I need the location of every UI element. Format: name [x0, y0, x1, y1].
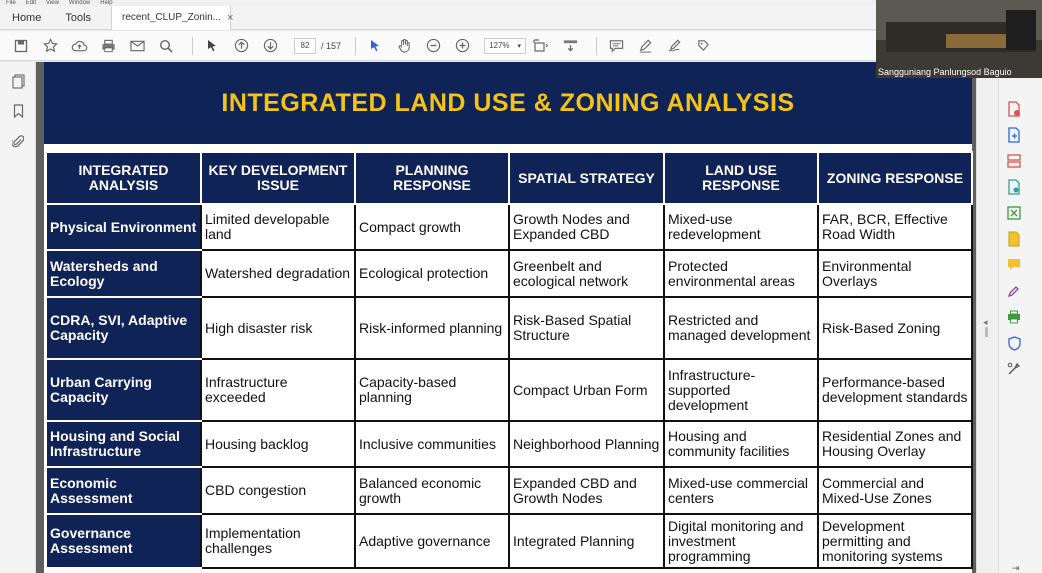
page-number-input[interactable]: 82: [294, 38, 316, 54]
row-header: Urban Carrying Capacity: [46, 359, 201, 421]
document-scroll-icon[interactable]: [559, 35, 581, 57]
column-header: PLANNING RESPONSE: [355, 152, 509, 204]
sign-icon[interactable]: [663, 35, 685, 57]
table-cell: Integrated Planning: [509, 514, 664, 568]
column-header: LAND USE RESPONSE: [664, 152, 818, 204]
page-up-icon[interactable]: [230, 35, 252, 57]
toolbar-divider: [192, 37, 193, 55]
table-cell: Limited developable land: [201, 204, 355, 250]
title-banner: [44, 62, 972, 144]
cloud-upload-icon[interactable]: [68, 35, 90, 57]
table-cell: Neighborhood Planning: [509, 421, 664, 467]
table-cell: FAR, BCR, Effective Road Width: [818, 204, 972, 250]
stamp-icon[interactable]: [692, 35, 714, 57]
chevron-down-icon: ▾: [517, 42, 522, 50]
table-cell: Residential Zones and Housing Overlay: [818, 421, 972, 467]
table-cell: Commercial and Mixed-Use Zones: [818, 467, 972, 514]
tab-tools[interactable]: Tools: [65, 11, 92, 24]
select-arrow-icon[interactable]: [364, 35, 386, 57]
table-header-row: [46, 152, 972, 204]
table-cell: Risk-Based Spatial Structure: [509, 297, 664, 359]
toolbar-divider: [355, 37, 356, 55]
table-cell: Housing and community facilities: [664, 421, 818, 467]
table-cell: Housing backlog: [201, 421, 355, 467]
organize-pages-icon[interactable]: [1001, 150, 1027, 172]
create-pdf-icon[interactable]: [1001, 124, 1027, 146]
comment-icon[interactable]: [605, 35, 627, 57]
table-row: [46, 250, 972, 297]
star-icon[interactable]: [39, 35, 61, 57]
table-cell: Balanced economic growth: [355, 467, 509, 514]
toolbar-divider: [596, 37, 597, 55]
table-cell: High disaster risk: [201, 297, 355, 359]
table-cell: Capacity-based planning: [355, 359, 509, 421]
share-file-icon[interactable]: [1001, 228, 1027, 250]
table-row: [46, 297, 972, 359]
table-cell: Growth Nodes and Expanded CBD: [509, 204, 664, 250]
page-total: 157: [326, 40, 342, 51]
table-cell: Inclusive communities: [355, 421, 509, 467]
table-cell: Adaptive governance: [355, 514, 509, 568]
zoom-level: 127%: [489, 41, 510, 50]
column-header: SPATIAL STRATEGY: [509, 152, 664, 204]
pdf-page: [44, 62, 972, 573]
page-down-icon[interactable]: [259, 35, 281, 57]
comment-panel-icon[interactable]: [1001, 254, 1027, 276]
page-indicator: [294, 38, 341, 54]
video-caption: Sangguniang Panlungsod Baguio: [878, 67, 1012, 77]
table-cell: Greenbelt and ecological network: [509, 250, 664, 297]
table-cell: Expanded CBD and Growth Nodes: [509, 467, 664, 514]
export-excel-icon[interactable]: [1001, 202, 1027, 224]
print-production-icon[interactable]: [1001, 306, 1027, 328]
column-header: ZONING RESPONSE: [818, 152, 972, 204]
table-cell: Watershed degradation: [201, 250, 355, 297]
table-cell: Environmental Overlays: [818, 250, 972, 297]
row-header: Economic Assessment: [46, 467, 201, 514]
table-cell: Infrastructure-supported development: [664, 359, 818, 421]
protect-icon[interactable]: [1001, 332, 1027, 354]
table-cell: Mixed-use redevelopment: [664, 204, 818, 250]
pane-resize-handle[interactable]: [985, 327, 988, 337]
save-icon[interactable]: [10, 35, 32, 57]
cursor-icon[interactable]: [201, 35, 223, 57]
search-icon[interactable]: [155, 35, 177, 57]
mail-icon[interactable]: [126, 35, 148, 57]
table-cell: Compact Urban Form: [509, 359, 664, 421]
table-cell: CBD congestion: [201, 467, 355, 514]
row-header: Governance Assessment: [46, 514, 201, 568]
menu-edit[interactable]: Edit: [25, 0, 37, 6]
table-cell: Risk-Based Zoning: [818, 297, 972, 359]
table-cell: Mixed-use commercial centers: [664, 467, 818, 514]
right-pane-toggle[interactable]: [976, 62, 998, 573]
zoom-dropdown[interactable]: [484, 38, 526, 54]
table-cell: Development permitting and monitoring systems: [818, 514, 972, 568]
table-cell: Risk-informed planning: [355, 297, 509, 359]
row-header: Housing and Social Infrastructure: [46, 421, 201, 467]
zoning-analysis-table: [45, 151, 973, 569]
table-cell: Compact growth: [355, 204, 509, 250]
document-viewer[interactable]: [36, 62, 976, 573]
pen-icon[interactable]: [634, 35, 656, 57]
page-separator: /: [321, 40, 324, 51]
chevron-left-icon[interactable]: ◂: [983, 317, 988, 327]
video-feed: [876, 0, 1042, 78]
table-row: [46, 359, 972, 421]
column-header: KEY DEVELOPMENT ISSUE: [201, 152, 355, 204]
table-row: [46, 421, 972, 467]
table-cell: Digital monitoring and investment programming: [664, 514, 818, 568]
zoom-out-icon[interactable]: [422, 35, 444, 57]
table-cell: Implementation challenges: [201, 514, 355, 568]
zoom-in-icon[interactable]: [451, 35, 473, 57]
more-tools-icon[interactable]: [1001, 358, 1027, 380]
tab-home[interactable]: Home: [12, 11, 42, 24]
column-header: INTEGRATED ANALYSIS: [46, 152, 201, 204]
menu-help[interactable]: Help: [100, 0, 113, 6]
expand-icon[interactable]: ⇥: [1012, 563, 1020, 573]
menu-file[interactable]: File: [6, 0, 16, 6]
table-cell: Infrastructure exceeded: [201, 359, 355, 421]
page-title: INTEGRATED LAND USE & ZONING ANALYSIS: [221, 88, 795, 117]
table-cell: Protected environmental areas: [664, 250, 818, 297]
table-row: [46, 204, 972, 250]
table-row: [46, 467, 972, 514]
print-icon[interactable]: [97, 35, 119, 57]
toolbar: [0, 31, 876, 61]
row-header: CDRA, SVI, Adaptive Capacity: [46, 297, 201, 359]
tab-document[interactable]: [111, 6, 234, 30]
table-cell: Restricted and managed development: [664, 297, 818, 359]
edit-pdf-icon[interactable]: [1001, 176, 1027, 198]
row-header: Physical Environment: [46, 204, 201, 250]
menu-view[interactable]: View: [46, 0, 59, 6]
menu-window[interactable]: Window: [68, 0, 91, 6]
table-cell: Ecological protection: [355, 250, 509, 297]
attachment-icon[interactable]: [0, 126, 36, 156]
table-cell: Performance-based development standards: [818, 359, 972, 421]
fill-sign-icon[interactable]: [1001, 280, 1027, 302]
table-row: [46, 514, 972, 568]
hand-icon[interactable]: [393, 35, 415, 57]
tab-document-label: recent_CLUP_Zonin...: [122, 12, 221, 23]
page-thumbnails-icon[interactable]: [0, 66, 36, 96]
close-icon[interactable]: ×: [226, 11, 234, 24]
tab-bar: [0, 6, 876, 30]
fit-page-icon[interactable]: [530, 35, 552, 57]
left-navigation-pane: [0, 62, 36, 573]
right-tools-panel: [998, 78, 1042, 573]
export-pdf-icon[interactable]: [1001, 98, 1027, 120]
bookmark-icon[interactable]: [0, 96, 36, 126]
row-header: Watersheds and Ecology: [46, 250, 201, 297]
